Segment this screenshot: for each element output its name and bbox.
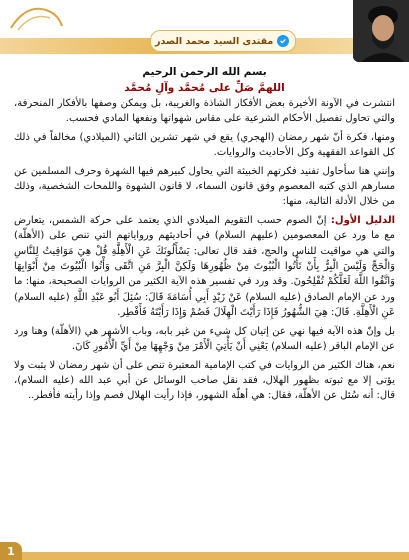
- author-name: مقتدى السيد محمد الصدر: [155, 35, 274, 47]
- paragraph-first-evidence: [14, 213, 395, 321]
- paragraph-doors: بل وإنّ هذه الآية فيها نهي عن إتيان كل شيء من غير بابه، وباب الأشهر هي (الأهلّة) وهنا ورد عن الإمام الباقر (عليه السلام) يَعْنِي أَنْ يَأْتِيَ الْأَمْرَ مِنْ وَجْهِهَا مِنْ أَيِّ الْأُمُورِ كَانَ.: [14, 325, 395, 353]
- paragraph-intro: انتشرت في الآونة الأخيرة بعض الأفكار الشاذة والغريبة، بل ويمكن وصفها بالأفكار المنحرفة، والتي تحاول تفصيل الأحكام الشرعية على مقاس شهواتها ونفعها المادي فحسب.: [14, 98, 395, 125]
- page-number: 1: [0, 542, 22, 560]
- footer-bar: [0, 552, 409, 560]
- logo-mark-icon: [6, 0, 66, 34]
- evidence-label: الدليل الأول:: [330, 214, 395, 226]
- salawat: اللهمَّ صَلِّ على مُحمَّد وآلِ مُحمَّد: [124, 82, 285, 94]
- article-body: [14, 64, 395, 407]
- paragraph-refutation-intro: وإنني هنا سأحاول تفنيد فكرتهم الخبيثة التي يحاول كبيرهم فيها الشهرة وحرف المسلمين عن مسارهم الذي كتبه المعصوم وفق قانون السماء، لا قانون الشهوة واللمحات الشخصية، وذلك من خلال الأدلة التالية، منها:: [14, 165, 395, 208]
- basmala: بسم الله الرحمن الرحيم: [142, 66, 267, 78]
- author-avatar[interactable]: [353, 0, 409, 62]
- author-name-badge[interactable]: [150, 30, 296, 52]
- paragraph-narrations: نعم، هناك الكثير من الروايات في كتب الإمامية المعتبرة تنص على أن شهر رمضان لا يثبت ولا يؤتى إلا مع ثبوته بظهور الهلال، فقد نقل صاحب الوسائل عن أبي عبد الله (عليه السلام)، قال: أنه سُئل عن الأهلّة، فقال: هي أهلّة الشهور، فإذا رأيت الهلال فصم وإذا رأيته فأفطر..: [14, 359, 395, 402]
- paragraph-claim: ومنها، فكرة أنّ شهر رمضان (الهجري) يقع في شهر تشرين الثاني (الميلادي) مخالفاً في ذلك كل القواعد الفقهية وكل الأحاديث والروايات.: [14, 131, 395, 159]
- verified-badge-icon: [277, 35, 289, 47]
- avatar-portrait-icon: [353, 0, 409, 62]
- header: [0, 0, 409, 58]
- evidence-text: إنّ الصوم حسب التقويم الميلادي الذي يعتمد على حركة الشمس، يتعارض مع ما ورد عن المعصومين (عليهم السلام) في أحاديثهم ورواياتهم التي تنص على (الأهلّة) والتي هي مواقيت للناس والحج، فقد قال تعالى: يَسْأَلُونَكَ عَنِ الْأَهِلَّةِ قُلْ هِيَ مَوَاقِيتُ لِلنَّاسِ وَالْحَجِّ وَلَيْسَ الْبِرُّ بِأَنْ تَأْتُوا الْبُيُوتَ مِنْ ظُهُورِهَا وَلَكِنَّ الْبِرَّ مَنِ اتَّقَى وَأْتُوا الْبُيُوتَ مِنْ أَبْوَابِهَا وَاتَّقُوا اللَّهَ لَعَلَّكُمْ تُفْلِحُونَ. وقد ورد في تفسير هذه الآية الكثير من الروايات الصحيحة، منها: ما ورد عن الإمام الصادق (عليه السلام) عَنْ زَيْدٍ أَبِي أُسَامَةَ قَالَ: سُئِلَ أَبُو عَبْدِ اللَّهِ (عليه السلام) عَنِ الْأَهِلَّةِ. قَالَ: هِيَ الشُّهُورُ فَإِذَا رَأَيْتَ الْهِلَالَ فَصُمْ وَإِذَا رَأَيْتَهُ فَأَفْطِر.: [14, 214, 395, 319]
